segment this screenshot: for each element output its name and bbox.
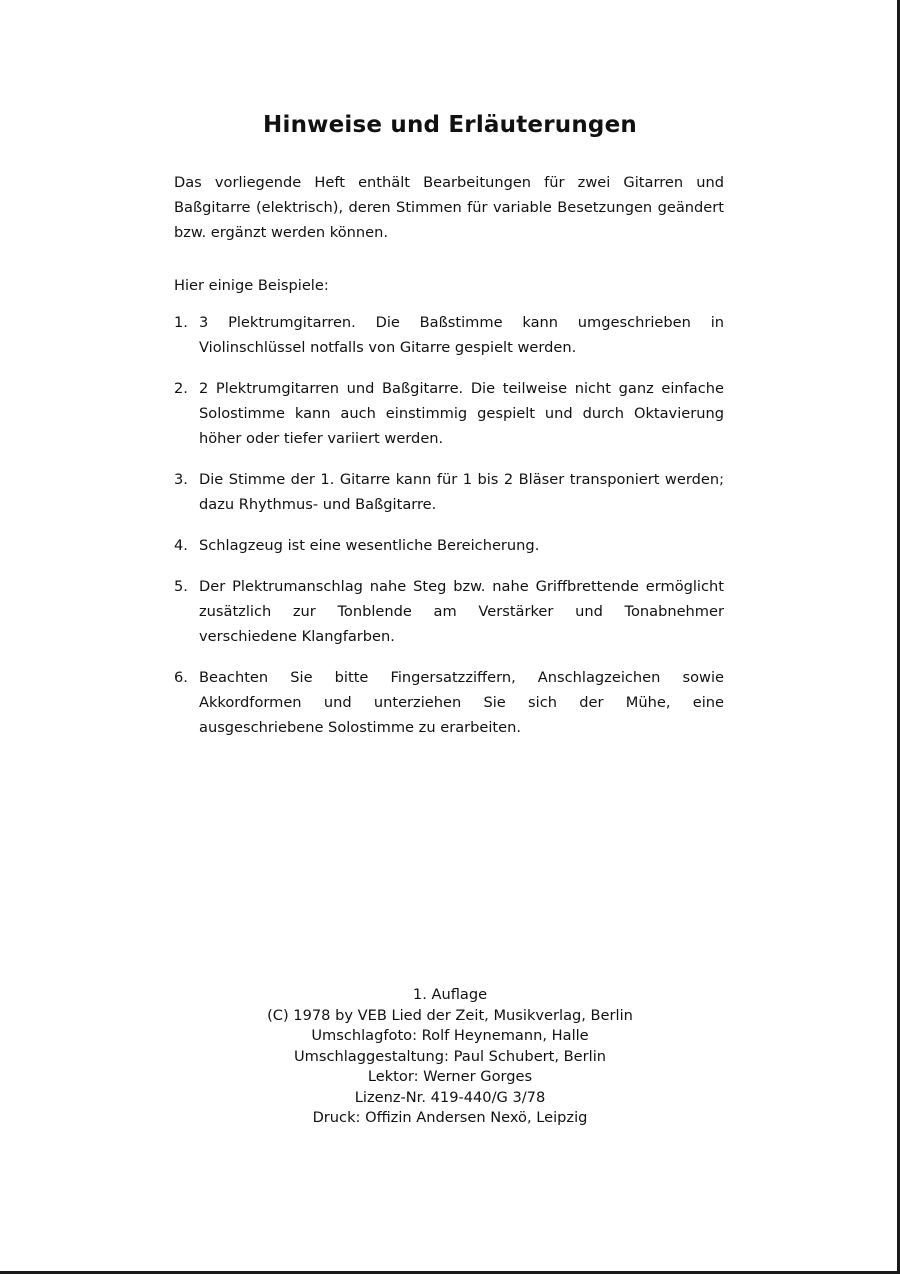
example-number: 3. (174, 471, 188, 488)
example-item-6 (174, 665, 724, 740)
example-item-5 (174, 574, 724, 649)
example-number: 4. (174, 537, 188, 554)
example-text: Der Plektrumanschlag nahe Steg bzw. nahe Griffbrettende ermöglicht zusätzlich zur Tonblende am Verstärker und Tonabnehmer verschiedene Klangfarben. (199, 578, 724, 645)
imprint-printer: Druck: Offizin Andersen Nexö, Leipzig (312, 1109, 588, 1126)
main-text (174, 170, 724, 756)
example-item-1 (174, 310, 724, 360)
imprint-edition: 1. Auflage (412, 986, 488, 1003)
example-item-2 (174, 376, 724, 451)
imprint-cover-design: Umschlaggestaltung: Paul Schubert, Berlin (293, 1047, 607, 1065)
example-item-3 (174, 467, 724, 517)
example-text: Die Stimme der 1. Gitarre kann für 1 bis 2 Bläser transponiert werden; dazu Rhythmus- und Baßgitarre. (199, 471, 724, 513)
imprint-license: Lizenz-Nr. 419-440/G 3/78 (354, 1088, 546, 1106)
example-number: 6. (174, 669, 188, 686)
imprint-block (0, 985, 900, 1129)
example-text: Beachten Sie bitte Fingersatzziffern, Anschlagzeichen sowie Akkordformen und unterziehen Sie sich der Mühe, eine ausgeschriebene Solostimme zu erarbeiten. (199, 669, 724, 736)
example-number: 2. (174, 380, 188, 397)
example-number: 1. (174, 314, 188, 331)
examples-heading: Hier einige Beispiele: (174, 277, 329, 294)
example-number: 5. (174, 578, 188, 595)
imprint-cover-photo: Umschlagfoto: Rolf Heynemann, Halle (311, 1027, 589, 1044)
example-item-4 (174, 533, 724, 558)
intro-paragraph: Das vorliegende Heft enthält Bearbeitungen für zwei Gitarren und Baßgitarre (elektrisch), deren Stimmen für variable Besetzungen geändert bzw. ergänzt werden können. (174, 174, 724, 241)
imprint-editor: Lektor: Werner Gorges (367, 1068, 533, 1085)
example-text: 2 Plektrumgitarren und Baßgitarre. Die teilweise nicht ganz einfache Solostimme kann auch einstimmig gespielt und durch Oktavierung höher oder tiefer variiert werden. (199, 380, 724, 447)
example-text: 3 Plektrumgitarren. Die Baßstimme kann umgeschrieben in Violinschlüssel notfalls von Gitarre gespielt werden. (199, 314, 724, 356)
imprint-copyright: (C) 1978 by VEB Lied der Zeit, Musikverlag, Berlin (267, 1006, 633, 1024)
page-title: Hinweise und Erläuterungen (263, 112, 637, 138)
examples-list (174, 310, 724, 740)
example-text: Schlagzeug ist eine wesentliche Bereicherung. (199, 537, 540, 554)
